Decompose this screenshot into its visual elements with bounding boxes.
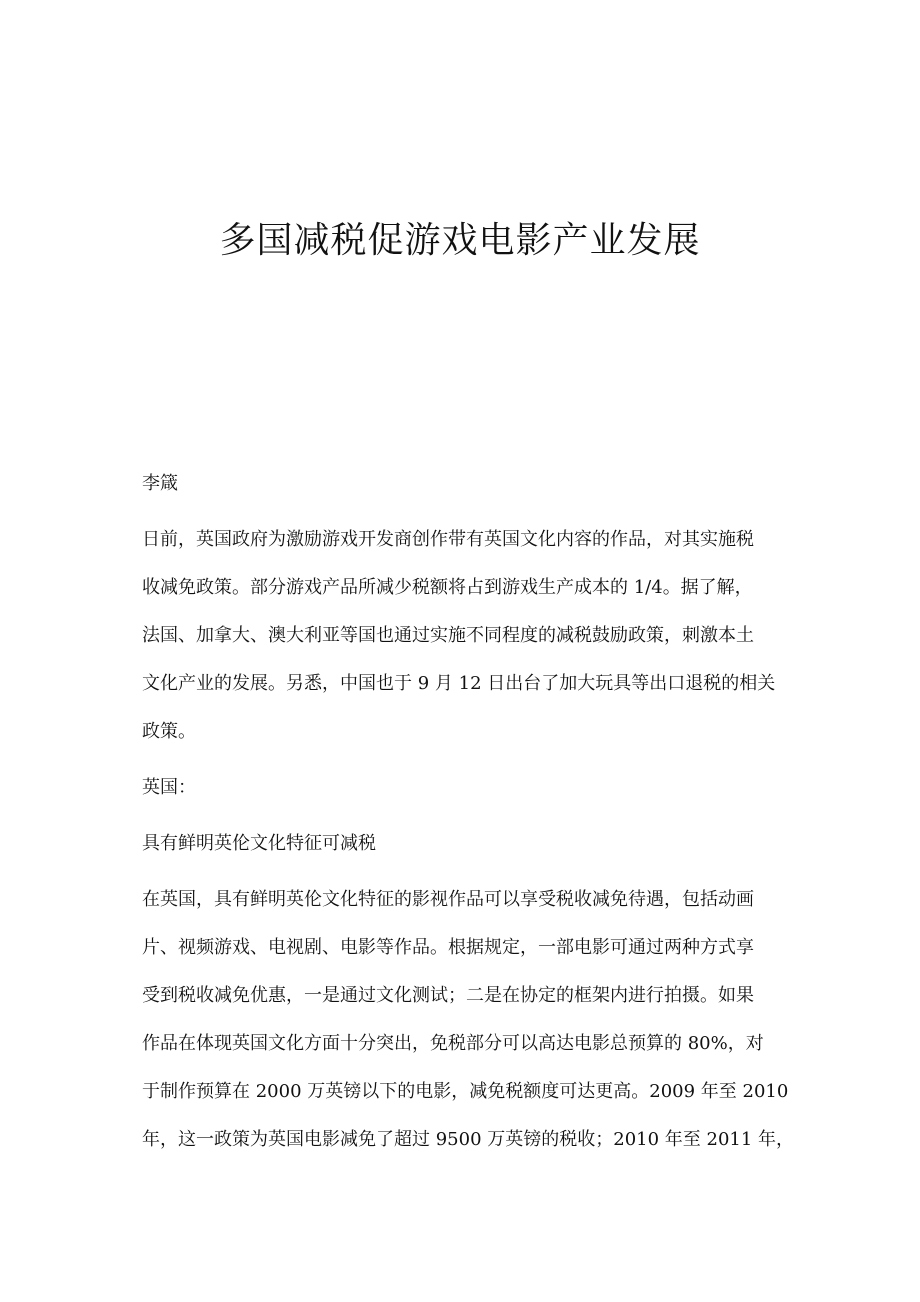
page-title: 多国减税促游戏电影产业发展 [219, 220, 701, 261]
paragraph-line: 作品在体现英国文化方面十分突出，免税部分可以高达电影总预算的 80%，对 [142, 1033, 764, 1054]
paragraph-line: 法国、加拿大、澳大利亚等国也通过实施不同程度的减税鼓励政策，刺激本土 [142, 625, 754, 646]
paragraph-line: 日前，英国政府为激励游戏开发商创作带有英国文化内容的作品，对其实施税 [142, 529, 754, 550]
section-heading: 具有鲜明英伦文化特征可减税 [142, 833, 376, 854]
paragraph-line: 政策。 [142, 721, 196, 742]
paragraph-line: 受到税收减免优惠，一是通过文化测试；二是在协定的框架内进行拍摄。如果 [142, 985, 754, 1006]
section-label: 英国： [142, 777, 196, 798]
author-name: 李箴 [142, 473, 178, 494]
paragraph-line: 年，这一政策为英国电影减免了超过 9500 万英镑的税收；2010 年至 2011 年， [142, 1129, 795, 1150]
paragraph-line: 片、视频游戏、电视剧、电影等作品。根据规定，一部电影可通过两种方式享 [142, 937, 754, 958]
paragraph-line: 在英国，具有鲜明英伦文化特征的影视作品可以享受税收减免待遇，包括动画 [142, 889, 754, 910]
paragraph-line: 收减免政策。部分游戏产品所减少税额将占到游戏生产成本的 1/4。据了解， [142, 577, 753, 598]
paragraph-line: 文化产业的发展。另悉，中国也于 9 月 12 日出台了加大玩具等出口退税的相关 [142, 673, 776, 694]
paragraph-line: 于制作预算在 2000 万英镑以下的电影，减免税额度可达更高。2009 年至 2010 [142, 1081, 789, 1102]
